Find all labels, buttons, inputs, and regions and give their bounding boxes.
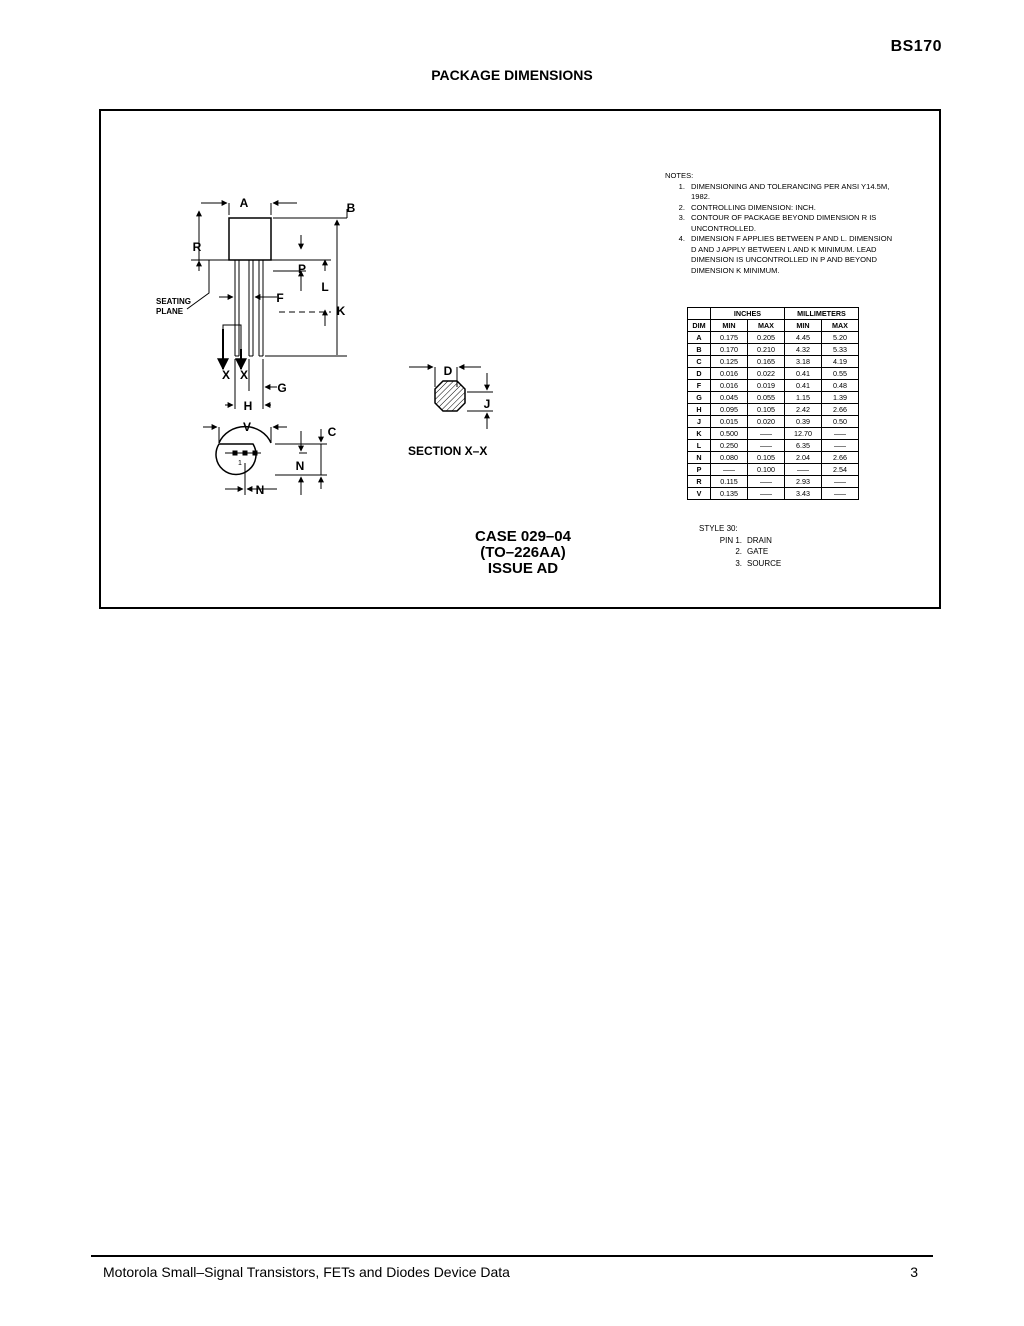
value-cell: ––– bbox=[822, 476, 859, 488]
value-cell: 0.210 bbox=[748, 344, 785, 356]
value-cell: 0.250 bbox=[711, 440, 748, 452]
value-cell: 0.095 bbox=[711, 404, 748, 416]
value-cell: 1.39 bbox=[822, 392, 859, 404]
value-cell: 0.41 bbox=[785, 380, 822, 392]
dim-label-j: J bbox=[483, 397, 491, 411]
dim-cell: G bbox=[688, 392, 711, 404]
case-designation bbox=[423, 529, 623, 577]
pin-row: PIN 1. DRAIN bbox=[719, 535, 772, 545]
value-cell: 0.41 bbox=[785, 368, 822, 380]
value-cell: 0.55 bbox=[822, 368, 859, 380]
table-row bbox=[688, 440, 859, 452]
note-item: 3. CONTOUR OF PACKAGE BEYOND DIMENSION R IS UNCONTROLLED. bbox=[678, 213, 877, 233]
footer-title: Motorola Small–Signal Transistors, FETs and Diodes Device Data bbox=[103, 1264, 510, 1280]
table-row bbox=[688, 416, 859, 428]
value-cell: 0.019 bbox=[748, 380, 785, 392]
dim-label-b: B bbox=[346, 201, 356, 215]
value-cell: 0.015 bbox=[711, 416, 748, 428]
dim-label-n-vertical: N bbox=[295, 459, 305, 473]
table-row bbox=[688, 464, 859, 476]
case-issue: ISSUE AD bbox=[487, 560, 559, 577]
column-header: MAX bbox=[748, 320, 785, 332]
footer-divider bbox=[91, 1255, 933, 1257]
dim-cell: R bbox=[688, 476, 711, 488]
dim-label-p: P bbox=[297, 262, 307, 276]
value-cell: 2.93 bbox=[785, 476, 822, 488]
value-cell: 0.175 bbox=[711, 332, 748, 344]
value-cell: 4.32 bbox=[785, 344, 822, 356]
dim-label-l: L bbox=[321, 280, 329, 294]
value-cell: 0.39 bbox=[785, 416, 822, 428]
section-mark-x-2: X bbox=[239, 368, 249, 382]
column-header: MIN bbox=[785, 320, 822, 332]
dim-label-h: H bbox=[243, 399, 253, 413]
dim-cell: D bbox=[688, 368, 711, 380]
value-cell: 12.70 bbox=[785, 428, 822, 440]
dim-cell: H bbox=[688, 404, 711, 416]
value-cell: 0.500 bbox=[711, 428, 748, 440]
value-cell: 6.35 bbox=[785, 440, 822, 452]
value-cell: 0.115 bbox=[711, 476, 748, 488]
case-number: CASE 029–04 bbox=[475, 528, 571, 545]
group-header-inches: INCHES bbox=[711, 308, 785, 320]
dimensions-table bbox=[687, 307, 859, 500]
value-cell: 2.42 bbox=[785, 404, 822, 416]
value-cell: ––– bbox=[748, 476, 785, 488]
seating-plane-label-1: SEATING bbox=[156, 297, 191, 306]
page-number: 3 bbox=[910, 1264, 918, 1280]
column-header: DIM bbox=[688, 320, 711, 332]
section-label: SECTION X–X bbox=[408, 444, 488, 458]
value-cell: 0.016 bbox=[711, 380, 748, 392]
dim-label-c: C bbox=[327, 425, 337, 439]
value-cell: 5.20 bbox=[822, 332, 859, 344]
value-cell: 2.66 bbox=[822, 404, 859, 416]
dim-cell: V bbox=[688, 488, 711, 500]
table-row bbox=[688, 344, 859, 356]
value-cell: ––– bbox=[785, 464, 822, 476]
column-header: MAX bbox=[822, 320, 859, 332]
value-cell: ––– bbox=[822, 428, 859, 440]
value-cell: 0.020 bbox=[748, 416, 785, 428]
value-cell: 3.43 bbox=[785, 488, 822, 500]
value-cell: 0.045 bbox=[711, 392, 748, 404]
value-cell: ––– bbox=[748, 428, 785, 440]
value-cell: 0.125 bbox=[711, 356, 748, 368]
table-row bbox=[688, 404, 859, 416]
dim-cell: F bbox=[688, 380, 711, 392]
value-cell: 0.100 bbox=[748, 464, 785, 476]
dim-label-d: D bbox=[443, 364, 453, 378]
dim-label-k: K bbox=[336, 304, 346, 318]
value-cell: 1.15 bbox=[785, 392, 822, 404]
value-cell: ––– bbox=[822, 488, 859, 500]
table-row bbox=[688, 476, 859, 488]
seating-plane-label-2: PLANE bbox=[156, 307, 184, 316]
dim-label-a: A bbox=[239, 196, 249, 210]
note-item: 4. DIMENSION F APPLIES BETWEEN P AND L. DIMENSION D AND J APPLY BETWEEN L AND K MINIMUM. LEAD DIMENSION IS UNCONTROLLED IN P AND BEYOND DIMENSION K MINIMUM. bbox=[678, 234, 893, 275]
value-cell: 2.54 bbox=[822, 464, 859, 476]
dim-label-r: R bbox=[192, 240, 202, 254]
value-cell: 0.055 bbox=[748, 392, 785, 404]
table-row bbox=[688, 368, 859, 380]
value-cell: 3.18 bbox=[785, 356, 822, 368]
table-row bbox=[688, 380, 859, 392]
dim-cell: A bbox=[688, 332, 711, 344]
section-mark-x-1: X bbox=[221, 368, 231, 382]
dim-cell: J bbox=[688, 416, 711, 428]
dim-cell: C bbox=[688, 356, 711, 368]
value-cell: 0.016 bbox=[711, 368, 748, 380]
value-cell: ––– bbox=[711, 464, 748, 476]
table-row bbox=[688, 428, 859, 440]
table-row bbox=[688, 392, 859, 404]
column-header: MIN bbox=[711, 320, 748, 332]
value-cell: 0.105 bbox=[748, 404, 785, 416]
value-cell: 0.48 bbox=[822, 380, 859, 392]
dim-label-f: F bbox=[276, 291, 284, 305]
dim-cell: P bbox=[688, 464, 711, 476]
notes-title: NOTES: bbox=[665, 171, 694, 180]
table-row bbox=[688, 488, 859, 500]
dim-label-g: G bbox=[277, 381, 287, 395]
case-package: (TO–226AA) bbox=[480, 544, 566, 561]
dim-cell: L bbox=[688, 440, 711, 452]
package-body bbox=[229, 218, 271, 260]
section-title: PACKAGE DIMENSIONS bbox=[431, 67, 593, 83]
value-cell: ––– bbox=[822, 440, 859, 452]
value-cell: 2.04 bbox=[785, 452, 822, 464]
pinout-style bbox=[699, 523, 781, 569]
value-cell: 0.170 bbox=[711, 344, 748, 356]
pin-row: 2. GATE bbox=[735, 547, 769, 556]
group-header-millimeters: MILLIMETERS bbox=[785, 308, 859, 320]
value-cell: 5.33 bbox=[822, 344, 859, 356]
value-cell: ––– bbox=[748, 440, 785, 452]
value-cell: 0.022 bbox=[748, 368, 785, 380]
dim-label-n-horizontal: N bbox=[255, 483, 265, 497]
value-cell: 2.66 bbox=[822, 452, 859, 464]
table-row bbox=[688, 332, 859, 344]
value-cell: 0.105 bbox=[748, 452, 785, 464]
value-cell: 0.080 bbox=[711, 452, 748, 464]
value-cell: 0.135 bbox=[711, 488, 748, 500]
dim-cell: B bbox=[688, 344, 711, 356]
value-cell: 4.45 bbox=[785, 332, 822, 344]
dim-label-v: V bbox=[242, 420, 252, 434]
value-cell: 0.165 bbox=[748, 356, 785, 368]
pin1-marker: 1 bbox=[238, 460, 242, 467]
part-number: BS170 bbox=[890, 38, 942, 55]
dim-cell: N bbox=[688, 452, 711, 464]
value-cell: 0.205 bbox=[748, 332, 785, 344]
value-cell: ––– bbox=[748, 488, 785, 500]
table-row bbox=[688, 356, 859, 368]
value-cell: 0.50 bbox=[822, 416, 859, 428]
package-drawing-frame bbox=[99, 109, 941, 609]
table-row bbox=[688, 452, 859, 464]
note-item: 1. DIMENSIONING AND TOLERANCING PER ANSI Y14.5M, 1982. bbox=[678, 181, 890, 201]
style-title: STYLE 30: bbox=[699, 524, 738, 533]
note-item: 2. CONTROLLING DIMENSION: INCH. bbox=[678, 202, 816, 212]
pin-row: 3. SOURCE bbox=[735, 558, 782, 568]
value-cell: 4.19 bbox=[822, 356, 859, 368]
notes-block bbox=[665, 171, 895, 276]
dim-cell: K bbox=[688, 428, 711, 440]
